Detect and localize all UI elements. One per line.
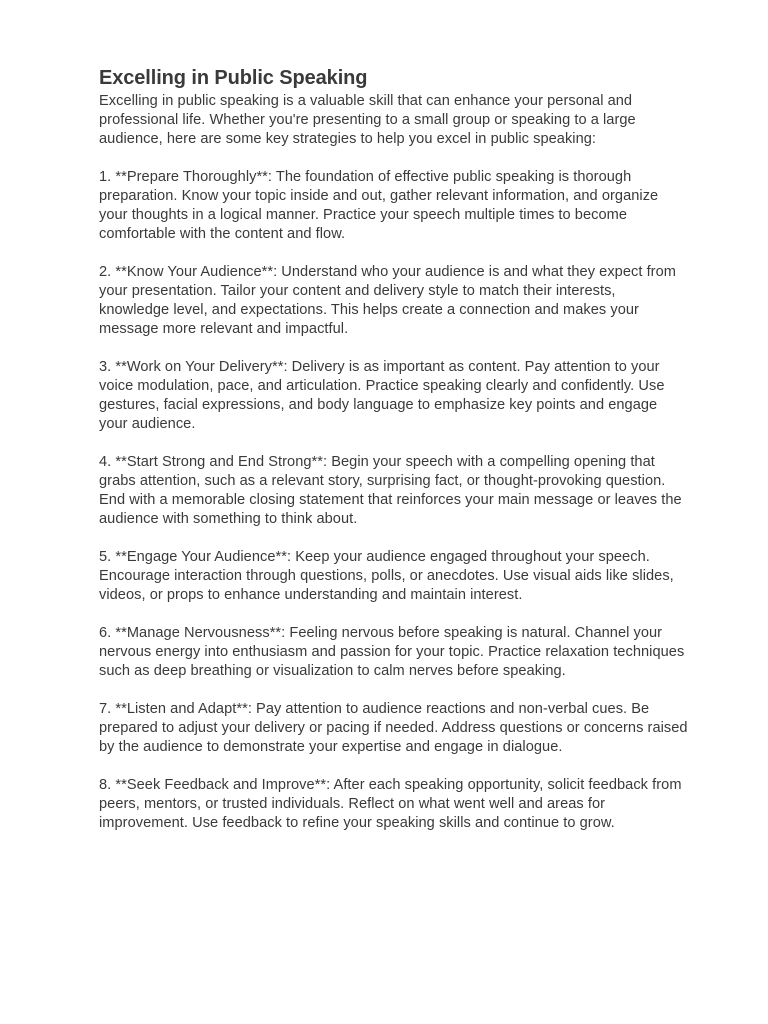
point-paragraph-5: 5. **Engage Your Audience**: Keep your audience engaged throughout your speech. Encourage interaction through questions, polls, or anecdotes. Use visual aids like slides, videos, or props to enhance understanding and maintain interest. [99,549,674,603]
point-paragraph-6: 6. **Manage Nervousness**: Feeling nervous before speaking is natural. Channel your nervous energy into enthusiasm and passion for your topic. Practice relaxation techniques such as deep breathing or visualization to calm nerves before speaking. [99,625,685,679]
document-title: Excelling in Public Speaking [99,67,368,89]
intro-paragraph: Excelling in public speaking is a valuable skill that can enhance your personal and professional life. Whether you're presenting to a small group or speaking to a large audience, here are some key strategies to help you excel in public speaking: [99,93,636,147]
document-page [99,64,689,852]
point-paragraph-3: 3. **Work on Your Delivery**: Delivery is as important as content. Pay attention to your voice modulation, pace, and articulation. Practice speaking clearly and confidently. Use gestures, facial expressions, and body language to emphasize key points and engage your audience. [99,359,665,432]
point-paragraph-4: 4. **Start Strong and End Strong**: Begin your speech with a compelling opening that grabs attention, such as a relevant story, surprising fact, or thought-provoking question. End with a memorable closing statement that reinforces your main message or leaves the audience with something to think about. [99,454,682,527]
point-paragraph-7: 7. **Listen and Adapt**: Pay attention to audience reactions and non-verbal cues. Be prepared to adjust your delivery or pacing if needed. Address questions or concerns raised by the audience to demonstrate your expertise and engage in dialogue. [99,701,688,755]
point-paragraph-8: 8. **Seek Feedback and Improve**: After each speaking opportunity, solicit feedback from peers, mentors, or trusted individuals. Reflect on what went well and areas for improvement. Use feedback to refine your speaking skills and continue to grow. [99,777,682,831]
point-paragraph-2: 2. **Know Your Audience**: Understand who your audience is and what they expect from your presentation. Tailor your content and delivery style to match their interests, knowledge level, and expectations. This helps create a connection and makes your message more relevant and impactful. [99,264,676,337]
point-paragraph-1: 1. **Prepare Thoroughly**: The foundation of effective public speaking is thorough preparation. Know your topic inside and out, gather relevant information, and organize your thoughts in a logical manner. Practice your speech multiple times to become comfortable with the content and flow. [99,169,659,242]
